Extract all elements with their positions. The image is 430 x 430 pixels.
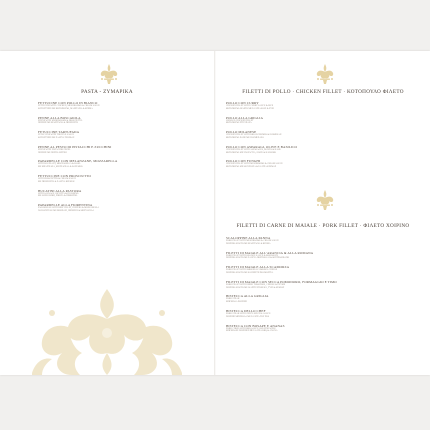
list-item [38, 174, 178, 184]
list-item [226, 309, 376, 319]
menu-spread [0, 51, 430, 375]
left-page [0, 51, 214, 375]
pasta-list [38, 101, 178, 218]
list-item [38, 189, 178, 199]
list-item [38, 116, 178, 126]
item-desc: ΜΕ ΠΡΟΣΙΟΥΤΟ & ΣΑΛΤΣΑ ΚΡΕΜΑΣ [38, 180, 75, 183]
item-desc: ΜΕ ΛΟΥΚΑΝΙΚΟ, ΡΙΚΟΤΑ & ΠΕΚΟΡΙΝΟ [38, 195, 78, 198]
item-name: BISTECCA ALLA GRIGLIA [226, 294, 269, 299]
item-desc: WITH PROSCIUTTO & CREAM SAUCE [38, 177, 77, 180]
right-page [216, 51, 430, 375]
item-desc: GRILLED CHICKEN FILLET [226, 119, 254, 122]
section-title-pork: FILETTI DI CARNE DI MAIALE · PORK FILLET · ΦΙΛΕΤΟ ΧΟΙΡΙΝΟ [236, 223, 410, 229]
item-name: FETTUCINE CON POLLO IN BIANCO [38, 101, 98, 105]
item-name: BUCATINI ALLA PASTORA [38, 188, 82, 193]
item-desc: PORK FILLET WITH ORANGE SAUCE & ROSEMARY [226, 254, 279, 257]
list-item [226, 101, 376, 111]
list-item [226, 236, 376, 246]
item-desc: ΜΠΡΙΖΟΛΕΣ ΧΟΙΡΙΝΕΣ ΜΕ ΣΑΛΤΣΑ BBQ & ΑΝΑΝΑ [226, 330, 278, 333]
fleur-de-lis-icon [314, 189, 336, 211]
item-name: BISTECCA DELLO CHEF [226, 308, 266, 313]
list-item [226, 159, 376, 169]
list-item [226, 265, 376, 275]
item-desc: PENNE WITH PISTACHIO PESTO [38, 148, 71, 151]
item-name: POLLO MILANESE [226, 130, 257, 135]
item-desc: ΧΟΙΡΙΝΟ ΦΙΛΕΤΟ ΜΕ ΣΑΛΤΣΑ ΠΟΡΤΟΚΑΛΙ & ΔΕΝΤΡΟΛΙΒΑΝΟ [226, 257, 290, 260]
item-desc: ΦΕΤΟΥΤΣΙΝΕ ΜΕ ΚΟΤΟΠΟΥΛΟ, ΜΑΝΙΤΑΡΙΑ & ΚΡΕΜΑ [38, 107, 93, 110]
item-desc: WITH EGGPLANT, MOZZARELLA & BASIL [38, 163, 81, 166]
section-title-pasta: PASTA - ΖΥΜΑΡΙΚΑ [81, 89, 133, 95]
list-item [226, 251, 376, 261]
item-name: PENNE AL PESTO DI PISTACCHI E ZUCCHINI [38, 144, 112, 149]
item-desc: CHICKEN FILLET WITH BREADCRUMBS & PARMESAN [226, 134, 282, 137]
list-item [226, 116, 376, 126]
list-item [226, 324, 376, 334]
item-desc: ΠΑΠΑΡΝΤΕΛΕ ΜΕ ΜΟΣΧΑΡΙ, ΠΙΠΕΡΙΕΣ & ΜΟΤΣΑΡΕΛΑ [38, 209, 95, 212]
item-desc: CHICKEN FILLET WITH ASPARAGUS, OLIVES & BASIL [226, 148, 281, 151]
item-name: PAPARDELLE CON MELANZANE, MOZZARELLA [38, 159, 118, 164]
pork-list [226, 236, 376, 338]
item-desc: ΚΟΤΟΠΟΥΛΟ ΜΕ ΜΑΝΙΤΑΡΙΑ & ΣΑΛΤΣΑ ΚΡΕΜΑΣ [226, 166, 277, 169]
item-desc: ΚΟΤΟΠΟΥΛΟ ΠΑΝΕ ΜΕ ΠΑΡΜΕΖΑΝΑ [226, 136, 264, 139]
list-item [226, 130, 376, 140]
fleur-de-lis-icon [314, 63, 336, 85]
item-desc: PENNE WITH MUSHROOMS & PROSCIUTTO [38, 119, 83, 122]
item-name: POLLO ALLA GRIGLIA [226, 115, 264, 120]
item-desc: FETTUCINE WITH CHICKEN, MUSHROOMS & CREAM SAUCE [38, 105, 100, 107]
item-desc: ΠΕΝΝΕΣ ΜΕ ΜΑΝΙΤΑΡΙΑ & ΠΡΟΣΙΟΥΤΟ [38, 122, 79, 125]
item-desc: PORK FILLET WITH SMOKED SCAMORZA CHEESE [226, 269, 278, 272]
fleur-de-lis-icon [98, 63, 120, 85]
item-desc: ΜΕ ΜΕΛΙΤΖΑΝΑ, ΜΟΤΣΑΡΕΛΑ & ΒΑΣΙΛΙΚΟ [38, 166, 83, 169]
list-item [38, 159, 178, 169]
item-desc: FETUCCINE WITH TRUFFLE SAUCE [38, 134, 74, 137]
damask-ornament [22, 283, 192, 375]
item-name: POLLO CON CURRY [226, 101, 259, 105]
section-title-chicken: FILETTI DI POLLO · CHICKEN FILLET · ΚΟΤΟΠΟΥΛΟ ΦΙΛΕΤΟ [242, 89, 404, 95]
item-name: PENNE ALLA BOSCAIOLA [38, 115, 81, 120]
list-item [38, 145, 178, 155]
chicken-list [226, 101, 376, 174]
list-item [226, 294, 376, 304]
item-desc: PORK CHOPS WITH BBQ SAUCE AND PINEAPPLE [226, 327, 276, 330]
item-name: FETUCCINE TARTUFADA [38, 130, 80, 135]
list-item [38, 101, 178, 111]
item-desc: PORK STEAK WITH CHEF'S SPECIAL SAUCE [226, 312, 271, 315]
item-name: BISTECCA CON BOSAPE E ANANAS [226, 323, 285, 328]
item-desc: CHICKEN FILLET WITH CURRY SAUCE & RICE [226, 105, 274, 107]
item-desc: ΚΟΤΟΠΟΥΛΟ ΣΤΗ ΣΧΑΡΑ [226, 122, 252, 125]
item-name: SCALOPPINE ALLA PANNA [226, 236, 271, 240]
item-desc: ΜΠΡΙΖΟΛΑ ΧΟΙΡΙΝΗ [226, 301, 247, 304]
item-name: FILETTI DI MAIALE ALL'ARANCIA & ALLA ROMANA [226, 250, 314, 255]
item-desc: ΧΟΙΡΙΝΟ ΦΙΛΕΤΟ ΜΕ ΚΑΠΝΙΣΤΗ ΣΚΑΜΟΡΤΣΑ [226, 271, 274, 274]
item-desc: CHICKEN FILLET WITH MUSHROOMS & CREAM SAUCE [226, 163, 283, 166]
item-desc: WITH SAUSAGE, RICOTTA & PECORINO [38, 192, 79, 195]
item-desc: ΧΟΙΡΙΝΟ ΦΙΛΕΤΟ ΜΕ ΛΙΑΣΤΗ ΝΤΟΜΑΤΑ, ΤΥΡΙ & ΘΥΜΑΡΙ [226, 286, 285, 289]
list-item [38, 130, 178, 140]
item-name: POLLO CON FUNGHI [226, 159, 261, 164]
item-desc: PORK FILLET WITH MUSHROOMS & CREAM SAUCE [226, 240, 279, 242]
item-name: FILETTI DI MAIALE ALLA SCAMORZA [226, 265, 290, 270]
item-desc: ΧΟΙΡΙΝΗ ΜΠΡΙΖΟΛΑ ΜΕ ΣΑΛΤΣΑ ΤΟΥ ΣΕΦ [226, 315, 270, 318]
item-desc: ΠΕΝΝΕΣ ΜΕ ΠΕΣΤΟ ΦΙΣΤΙΚΙ [38, 151, 67, 154]
item-desc: PAPARDELLE WITH BEEF FILLET, PEPPERS & MOZZARELLA [38, 207, 100, 210]
item-desc: PORK FILLET WITH DRIED TOMATOES, CHEESE & THYME [226, 283, 286, 286]
item-desc: PORK STEAK [226, 298, 240, 301]
list-item [226, 145, 376, 155]
item-desc: ΧΟΙΡΙΝΟ ΦΙΛΕΤΟ ΜΕ ΜΑΝΙΤΑΡΙΑ & ΚΡΕΜΑ [226, 242, 271, 245]
item-name: POLLO CON ASPARAGI, OLIVE E BASILICO [226, 144, 298, 149]
item-desc: ΚΟΤΟΠΟΥΛΟ ΦΙΛΕΤΟ ΜΕ ΣΑΛΤΣΑ ΚΑΡΙ & ΡΥΖΙ [226, 107, 274, 110]
item-name: FILETTI DI MAIALE CON SECCA POMODORO, FORMAGGIO E TIMO [226, 279, 337, 284]
item-desc: ΦΕΤΟΥΤΣΙΝΕ ΜΕ ΣΑΛΤΣΑ ΤΡΟΥΦΑΣ [38, 136, 75, 139]
item-desc: ΚΟΤΟΠΟΥΛΟ ΜΕ ΣΠΑΡΑΓΓΙΑ, ΕΛΙΕΣ & ΒΑΣΙΛΙΚΟ [226, 151, 276, 154]
list-item [38, 203, 178, 213]
list-item [226, 280, 376, 290]
item-name: PAPARDELLE ALLA FIORENTINA [38, 203, 93, 208]
item-name: FETTUCCINE CON PROSCIUTTO [38, 173, 91, 178]
